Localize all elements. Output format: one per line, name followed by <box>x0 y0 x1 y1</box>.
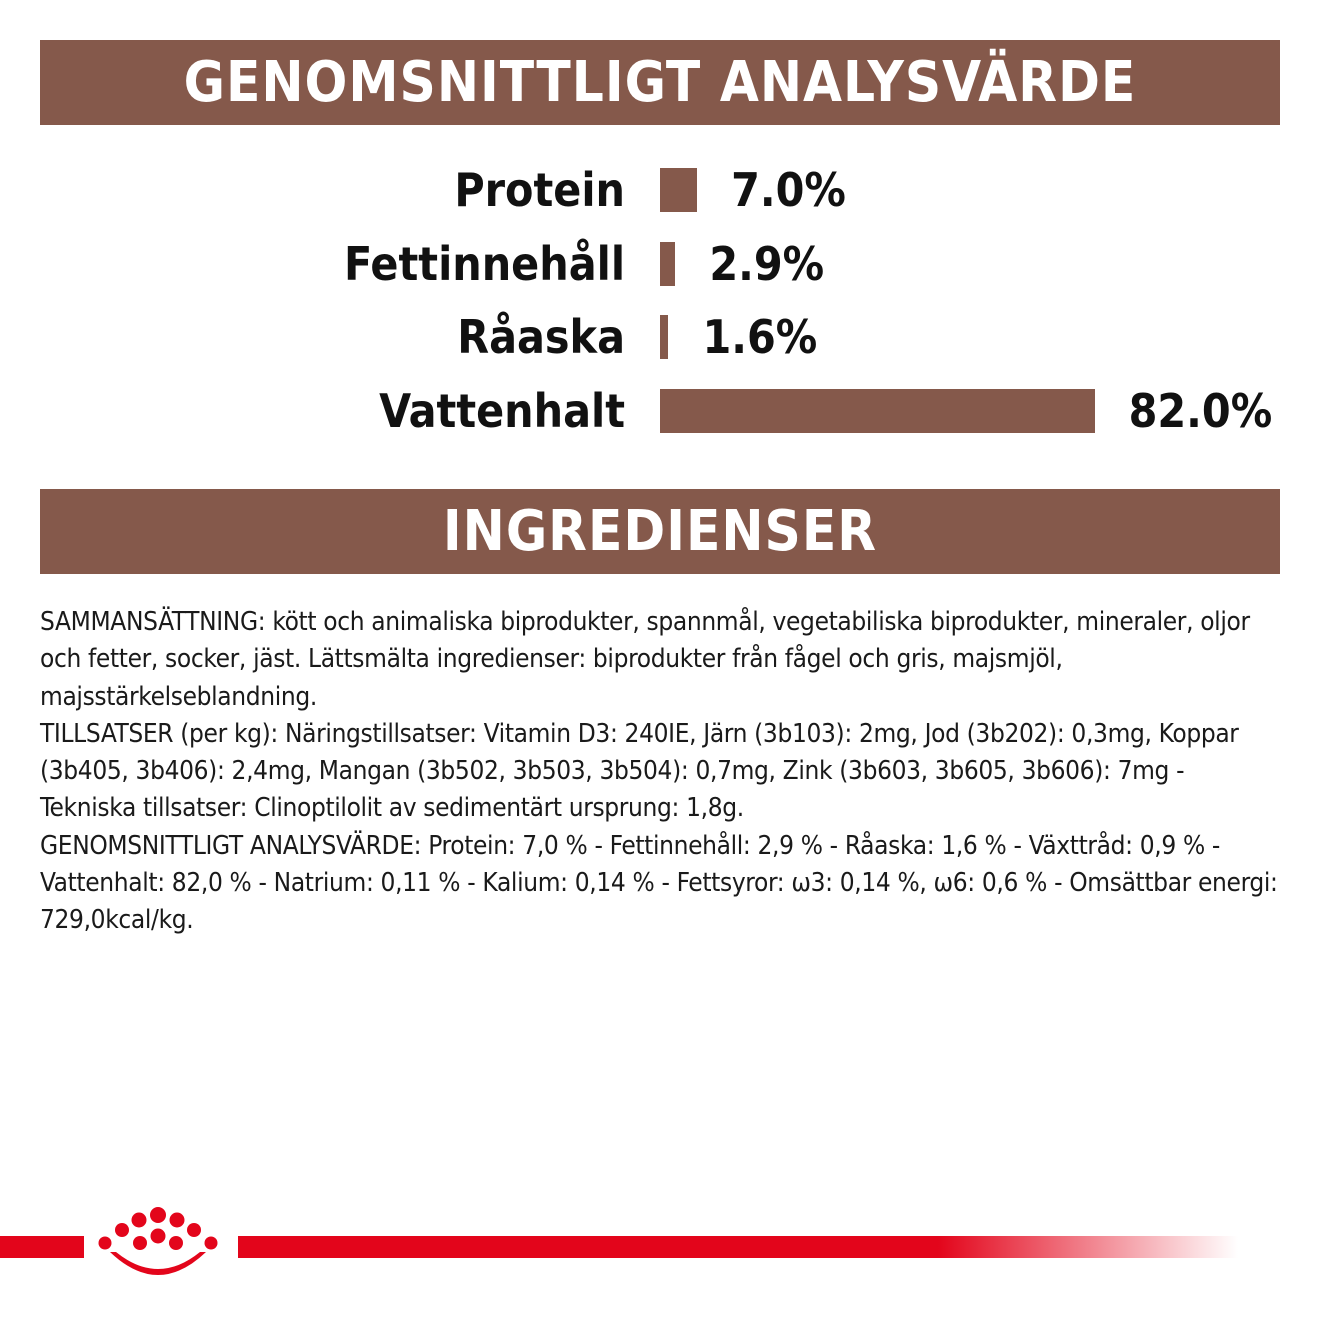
nutrient-bar <box>660 168 697 212</box>
nutrient-value-label: 1.6% <box>702 310 818 364</box>
analysis-section-banner <box>40 40 1280 125</box>
brand-line-right <box>238 1236 1238 1258</box>
royal-canin-crown-icon <box>88 1206 228 1284</box>
nutrient-label: Protein <box>454 163 625 217</box>
analysis-paragraph: GENOMSNITTLIGT ANALYSVÄRDE: Protein: 7,0 % - Fettinnehåll: 2,9 % - Råaska: 1,6 % - Växttråd: 0,9 % - Vattenhalt: 82,0 % - Natrium: 0,11 % - Kalium: 0,14 % - Fettsyror: ω3: 0,14 %, ω6: 0,6 % - Omsättbar energi: 729,0kcal/kg. <box>40 830 1278 936</box>
nutrient-bar <box>660 389 1095 433</box>
ingredients-section-title: INGREDIENSER <box>442 499 878 564</box>
additives-paragraph: TILLSATSER (per kg): Näringstillsatser: Vitamin D3: 240IE, Järn (3b103): 2mg, Jod (3b202): 0,3mg, Koppar (3b405, 3b406): 2,4mg, Mangan (3b502, 3b503, 3b504): 0,7mg, Zink (3b603, 3b605, 3b606): 7mg - Tekniska tillsatser: Clinoptilolit av sedimentärt ursprung: 1,8g. <box>40 718 1239 824</box>
nutrient-bar <box>660 315 668 359</box>
nutrient-value-label: 2.9% <box>709 236 825 291</box>
analysis-section-title: GENOMSNITTLIGT ANALYSVÄRDE <box>183 50 1137 115</box>
nutrient-value-label: 7.0% <box>731 163 846 217</box>
composition-paragraph: SAMMANSÄTTNING: kött och animaliska biprodukter, spannmål, vegetabiliska biprodukter, mineraler, oljor och fetter, socker, jäst. Lättsmälta ingredienser: biprodukter från fågel och gris, majsmjöl, majsstärkelseblandning. <box>40 607 1250 712</box>
nutrient-label: Råaska <box>457 310 625 364</box>
ingredients-section-banner <box>40 489 1280 574</box>
nutrient-bar <box>660 242 675 286</box>
ingredients-text <box>40 604 1285 940</box>
brand-line-left <box>0 1236 84 1258</box>
nutrient-label: Vattenhalt <box>379 383 625 438</box>
nutrient-label: Fettinnehåll <box>344 236 625 291</box>
nutrient-value-label: 82.0% <box>1128 383 1273 438</box>
